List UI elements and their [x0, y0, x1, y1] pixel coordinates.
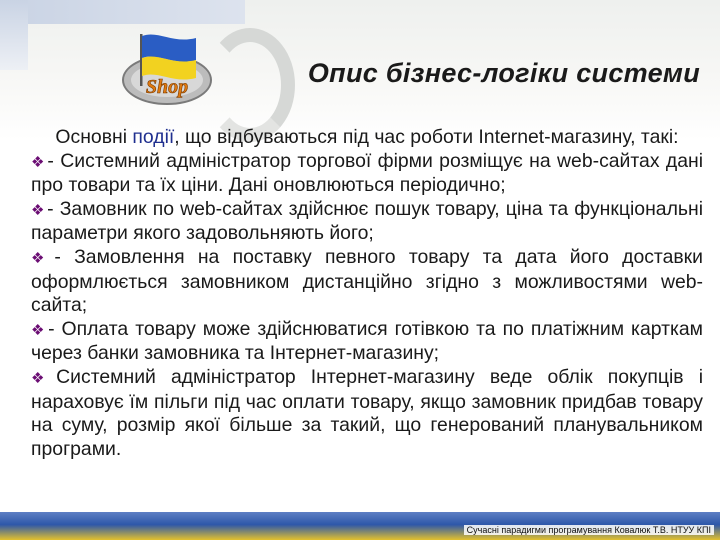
list-item: [31, 366, 703, 461]
diamond-bullet-icon: ❖: [31, 249, 53, 267]
corner-decoration-left: [0, 0, 28, 70]
footer-text: Сучасні парадигми програмування Ковалюк Т.В. НТУУ КПІ: [464, 525, 714, 535]
logo-text: Shop: [145, 76, 189, 98]
list-item-text: Системний адміністратор Інтернет-магазину веде облік покупців і нараховує їм пільги під час оплати товару, якщо замовник придбав товару на суму, розмір якої більше за такий, що генерований планувальником програми.: [31, 365, 704, 460]
diamond-bullet-icon: ❖: [31, 321, 47, 339]
list-item: [31, 318, 703, 366]
diamond-bullet-icon: ❖: [31, 201, 46, 219]
intro-text-start: Основні: [55, 126, 133, 148]
slide-content: [31, 126, 703, 461]
intro-highlight: події: [132, 126, 175, 148]
list-item-text: - Замовник по web-сайтах здійснює пошук товару, ціна та функціональні параметри якого задовольняють його;: [31, 197, 704, 245]
shop-logo: [118, 30, 216, 110]
list-item-text: - Системний адміністратор торгової фірми розміщує на web-сайтах дані про товари та їх ціни. Дані оновлюються періодично;: [31, 149, 703, 197]
diamond-bullet-icon: ❖: [31, 153, 46, 171]
diamond-bullet-icon: ❖: [31, 369, 55, 387]
list-item-text: - Оплата товару може здійснюватися готівкою та по платіжним карткам через банки замовника та Інтернет-магазину;: [31, 317, 703, 365]
page-title: Опис бізнес-логіки системи: [307, 58, 700, 88]
intro-text-end: , що відбуваються під час роботи Internet-магазину, такі:: [174, 126, 679, 148]
list-item: [31, 246, 703, 318]
list-item: [31, 198, 703, 246]
list-item-text: - Замовлення на поставку певного товару та дата його доставки оформлюється замовником дистанційно згідно з можливостями web-сайта;: [31, 245, 703, 317]
intro-paragraph: [31, 126, 703, 150]
corner-decoration-top: [0, 0, 245, 24]
list-item: [31, 150, 703, 198]
